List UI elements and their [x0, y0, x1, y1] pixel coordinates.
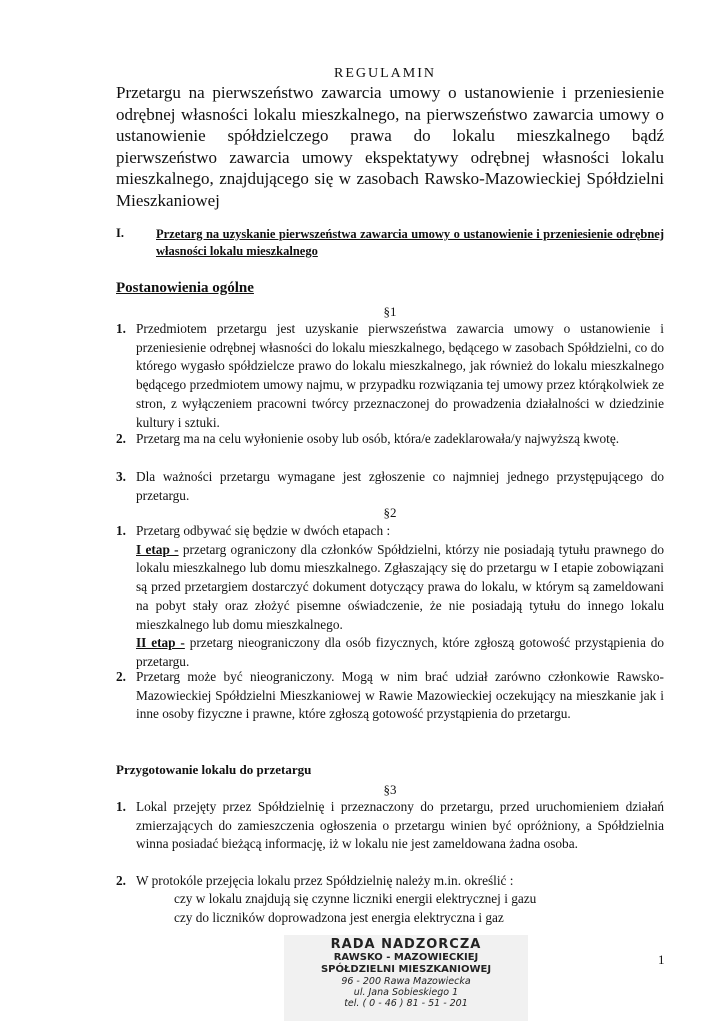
- item-text: Lokal przejęty przez Spółdzielnię i przeznaczony do przetargu, przed uruchomieniem działań zmierzających do zamieszczenia ogłoszenia o przetargu winien być opróżniony, a Spółdzielnia winna posiadać bieżącą informację, iż w lokalu nie jest zameldowana żadna osoba.: [136, 799, 664, 852]
- stage-1-text: przetarg ograniczony dla członków Spółdzielni, którzy nie posiadają tytułu prawnego do lokalu mieszkalnego lub domu mieszkalnego. Zgłaszający się do przetargu w I etapie zobowiązani są przed przetargiem dostarczyć dokument dotyczący prawa do lokalu, w którym są zameldowani na pobyt stały oraz złożyć pisemne oświadczenie, że nie posiadają tytułu do innego lokalu mieszkalnego lub domu mieszkalnego.: [136, 541, 665, 632]
- item-text: Przetarg ma na celu wyłonienie osoby lub osób, która/e zadeklarowała/y najwyższą kwotę.: [136, 431, 620, 446]
- item-text: Dla ważności przetargu wymagane jest zgłoszenie co najmniej jednego przystępującego do przetargu.: [136, 469, 664, 503]
- item-number: 3.: [116, 469, 126, 484]
- heading-general-provisions: Postanowienia ogólne: [116, 280, 254, 296]
- item-text: Przetarg odbywać się będzie w dwóch etapach :: [136, 523, 391, 538]
- item-text: Przedmiotem przetargu jest uzyskanie pierwszeństwa zawarcia umowy o ustanowienie i przeniesienie odrębnej własności do lokalu mieszkalnego, będącego w zasobach Spółdzielni, co do którego wygasło spółdzielcze prawo do lokalu mieszkalnego, jak również do lokalu mieszkalnego będącego przedmiotem umowy najmu, w przypadku rozwiązania tej umowy przez którąkolwiek ze stron, z wyłączeniem pracowni twórcy przeznaczonej do prowadzenia działalności w dziedzinie kultury i sztuki.: [136, 321, 664, 430]
- list-item: [116, 872, 664, 891]
- item-number: 1.: [116, 321, 126, 336]
- section-title: Przetarg na uzyskanie pierwszeństwa zawarcia umowy o ustanowienie i przeniesienie odrębnej własności lokalu mieszkalnego: [156, 227, 664, 258]
- stage-2-paragraph: [136, 634, 664, 671]
- item-text: Przetarg może być nieograniczony. Mogą w nim brać udział zarówno członkowie Rawsko-Mazowieckiej Spółdzielni Mieszkaniowej w Rawie Mazowieckiej oczekujący na mieszkanie jak i inne osoby fizyczne i prawne, które zgłoszą gotowość przystąpienia do przetargu.: [136, 669, 664, 722]
- paragraph-sign-3: §3: [383, 782, 397, 797]
- list-item: [116, 430, 664, 449]
- stamp-line: RADA NADZORCZA: [330, 937, 482, 952]
- item-text: W protokóle przejęcia lokalu przez Spółdzielnię należy m.in. określić :: [136, 873, 514, 888]
- page-number: 1: [658, 952, 665, 967]
- stamp-line: 96 - 200 Rawa Mazowiecka: [341, 976, 471, 987]
- stage-1-paragraph: [136, 541, 664, 635]
- list-item: [116, 468, 664, 505]
- sub-item-line: czy w lokalu znajdują się czynne liczniki energii elektrycznej i gazu: [174, 891, 537, 906]
- item-number: 2.: [116, 873, 126, 888]
- stage-2-label: II etap -: [136, 635, 185, 651]
- paragraph-sign-2: §2: [383, 505, 397, 520]
- list-item: [116, 798, 664, 854]
- item-number: 2.: [116, 669, 126, 684]
- heading-preparation: Przygotowanie lokalu do przetargu: [116, 762, 312, 777]
- stamp-line: SPÓŁDZIELNI MIESZKANIOWEJ: [320, 964, 492, 975]
- document-title: REGULAMIN: [334, 66, 436, 81]
- board-stamp: [284, 935, 528, 1021]
- stage-2-text: przetarg nieograniczony dla osób fizycznych, które zgłoszą gotowość przystąpienia do przetargu.: [136, 635, 664, 669]
- list-item: [116, 320, 664, 432]
- item-number: 2.: [116, 431, 126, 446]
- list-item: [116, 522, 664, 672]
- stamp-line: RAWSKO - MAZOWIECKIEJ: [333, 952, 479, 963]
- stamp-line: ul. Jana Sobieskiego 1: [353, 987, 459, 998]
- item-number: 1.: [116, 523, 126, 538]
- section-number: I.: [116, 226, 124, 240]
- stamp-line: tel. ( 0 - 46 ) 81 - 51 - 201: [344, 998, 468, 1009]
- paragraph-sign-1: §1: [383, 304, 397, 319]
- stage-1-label: I etap -: [136, 541, 179, 557]
- document-subtitle: Przetargu na pierwszeństwo zawarcia umowy o ustanowienie i przeniesienie odrębnej własności lokalu mieszkalnego, na pierwszeństwo zawarcia umowy o ustanowienie spółdzielczego prawa do lokalu mieszkalnego bądź pierwszeństwo zawarcia umowy ekspektatywy odrębnej własności lokalu mieszkalnego, znajdującego się w zasobach Rawsko-Mazowieckiej Spółdzielni Mieszkaniowej: [116, 83, 664, 210]
- list-item: [116, 668, 664, 724]
- sub-item-line: czy do liczników doprowadzona jest energia elektryczna i gaz: [174, 910, 504, 925]
- item-number: 1.: [116, 799, 126, 814]
